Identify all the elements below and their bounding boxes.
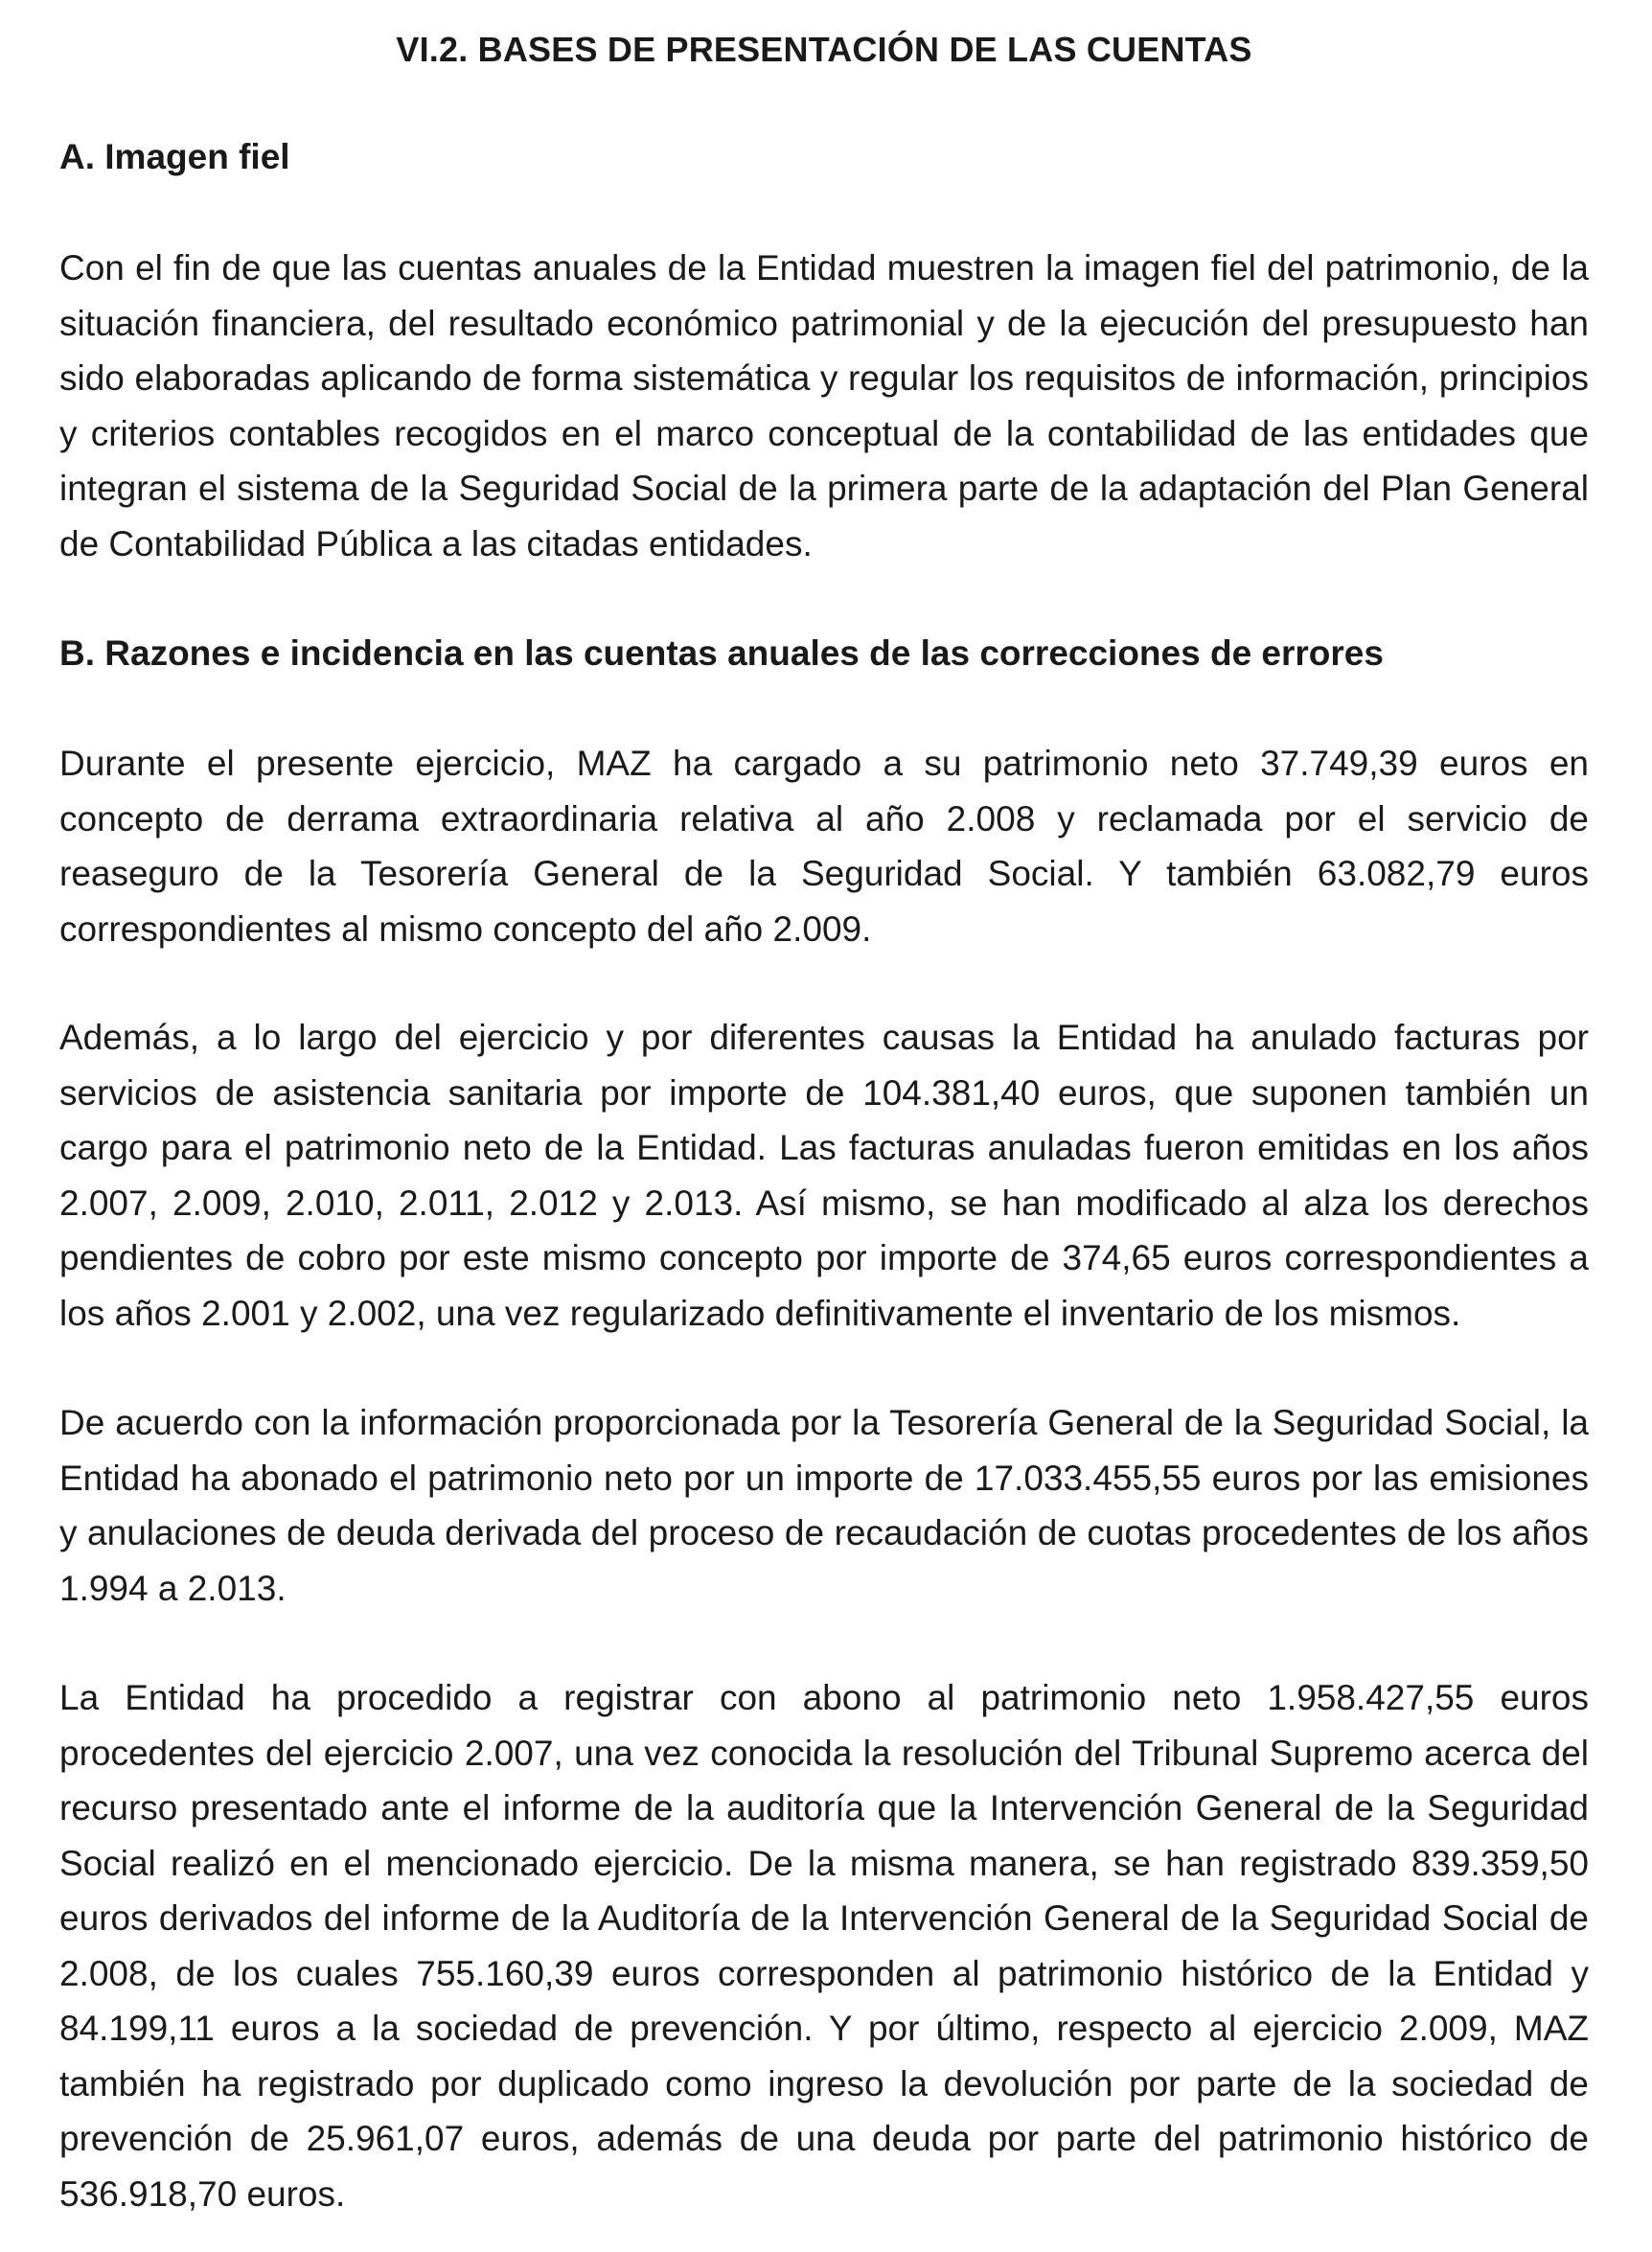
section-b-paragraph-1: Durante el presente ejercicio, MAZ ha cargado a su patrimonio neto 37.749,39 euros en concepto de derrama extraordinaria relativa al año 2.008 y reclamada por el servicio de reaseguro de la Tesorería General de la Seguridad Social. Y también 63.082,79 euros correspondientes al mismo concepto del año 2.009. <box>59 744 1589 949</box>
section-a-paragraph: Con el fin de que las cuentas anuales de la Entidad muestren la imagen fiel del patrimonio, de la situación financiera, del resultado económico patrimonial y de la ejecución del presupuesto han sido elaboradas aplicando de forma sistemática y regular los requisitos de información, principios y criterios contables recogidos en el marco conceptual de la contabilidad de las entidades que integran el sistema de la Seguridad Social de la primera parte de la adaptación del Plan General de Contabilidad Pública a las citadas entidades. <box>59 248 1589 563</box>
section-a-heading: A. Imagen fiel <box>59 137 290 176</box>
section-b-paragraph-4: La Entidad ha procedido a registrar con abono al patrimonio neto 1.958.427,55 euros procedentes del ejercicio 2.007, una vez conocida la resolución del Tribunal Supremo acerca del recurso presentado ante el informe de la auditoría que la Intervención General de la Seguridad Social realizó en el mencionado ejercicio. De la misma manera, se han registrado 839.359,50 euros derivados del informe de la Auditoría de la Intervención General de la Seguridad Social de 2.008, de los cuales 755.160,39 euros corresponden al patrimonio histórico de la Entidad y 84.199,11 euros a la sociedad de prevención. Y por último, respecto al ejercicio 2.009, MAZ también ha registrado por duplicado como ingreso la devolución por parte de la sociedad de prevención de 25.961,07 euros, además de una deuda por parte del patrimonio histórico de 536.918,70 euros. <box>59 1678 1589 2214</box>
section-b-paragraph-2: Además, a lo largo del ejercicio y por diferentes causas la Entidad ha anulado facturas por servicios de asistencia sanitaria por importe de 104.381,40 euros, que suponen también un cargo para el patrimonio neto de la Entidad. Las facturas anuladas fueron emitidas en los años 2.007, 2.009, 2.010, 2.011, 2.012 y 2.013. Así mismo, se han modificado al alza los derechos pendientes de cobro por este mismo concepto por importe de 374,65 euros correspondientes a los años 2.001 y 2.002, una vez regularizado definitivamente el inventario de los mismos. <box>59 1018 1589 1333</box>
document-title: VI.2. BASES DE PRESENTACIÓN DE LAS CUENTAS <box>396 30 1252 69</box>
section-b-heading: B. Razones e incidencia en las cuentas anuales de las correcciones de errores <box>59 633 1384 673</box>
section-b-paragraph-3: De acuerdo con la información proporcionada por la Tesorería General de la Seguridad Social, la Entidad ha abonado el patrimonio neto por un importe de 17.033.455,55 euros por las emisiones y anulaciones de deuda derivada del proceso de recaudación de cuotas procedentes de los años 1.994 a 2.013. <box>59 1403 1589 1608</box>
